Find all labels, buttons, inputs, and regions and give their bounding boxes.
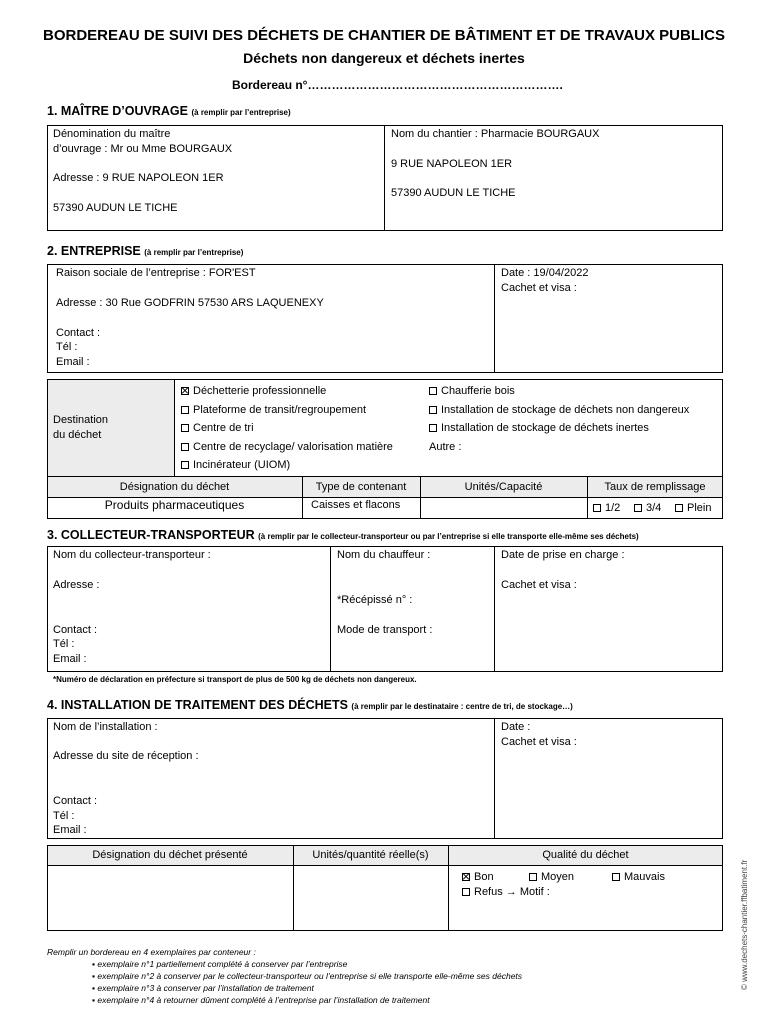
section2-heading [47,244,243,260]
transporter-divider-2 [494,546,495,672]
website-credit: © www.dechets-chantier.ffbatiment.fr [740,859,749,990]
checkbox-icon[interactable] [675,504,683,512]
checkbox-icon[interactable] [429,387,437,395]
company-contact-field[interactable]: Contact : [56,327,101,339]
col-contenant-header: Type de contenant [315,481,407,493]
col-unites-header: Unités/Capacité [464,481,543,493]
installation-name-field[interactable]: Nom de l’installation : [53,721,158,733]
quality-option-medium[interactable] [529,871,574,884]
section4-title: 4. INSTALLATION DE TRAITEMENT DES DÉCHETS [47,698,348,712]
site-name-field[interactable]: Nom du chantier : Pharmacie BOURGAUX [391,128,600,140]
waste-designation-field[interactable]: Produits pharmaceutiques [104,498,245,512]
footer-item-text: exemplaire n°2 à conserver par le collecteur-transporteur ou l’entreprise si elle transporte elle-même ses déchets [97,971,523,981]
site-address-field[interactable]: 9 RUE NAPOLEON 1ER [391,158,513,170]
dest-option-recyclage[interactable] [181,441,393,454]
col-designation-header: Désignation du déchet [119,481,230,493]
checked-box-icon[interactable] [462,873,470,881]
dest-option-label: Plateforme de transit/regroupement [193,404,367,416]
destination-label-divider [174,379,175,476]
quality-option-label: Bon [474,871,494,883]
owner-city-field[interactable]: 57390 AUDUN LE TICHE [53,202,178,214]
footer-item-2: ▪ exemplaire n°2 à conserver par le collecteur-transporteur ou l’entreprise si elle transporte elle-même ses déchets [92,971,523,981]
owner-address-field[interactable]: Adresse : 9 RUE NAPOLEON 1ER [53,172,224,184]
checkbox-icon[interactable] [181,424,189,432]
quality-option-label: Moyen [541,871,575,883]
checkbox-icon[interactable] [181,443,189,451]
fill-option-full[interactable] [675,502,711,515]
dest-option-plateforme[interactable] [181,404,366,417]
checkbox-icon[interactable] [181,406,189,414]
footer-item-3: ▪ exemplaire n°3 à conserver par l’installation de traitement [92,983,314,993]
document-subtitle: Déchets non dangereux et déchets inertes [243,50,525,66]
checkbox-icon[interactable] [462,888,470,896]
col-waste-presented-header: Désignation du déchet présenté [92,849,248,861]
destination-label-cell [48,380,174,476]
section4-heading [47,698,573,714]
company-date-field[interactable]: Date : 19/04/2022 [501,267,589,279]
installation-box [47,718,723,839]
quality-option-bad[interactable] [612,871,665,884]
transporter-contact-field[interactable]: Contact : [53,624,98,636]
reception-address-field[interactable]: Adresse du site de réception : [53,750,199,762]
installation-date-field[interactable]: Date : [501,721,531,733]
destination-label-line2: du déchet [53,429,102,441]
document-title: BORDEREAU DE SUIVI DES DÉCHETS DE CHANTIER DE BÂTIMENT ET DE TRAVAUX PUBLICS [43,27,725,44]
checkbox-icon[interactable] [181,461,189,469]
installation-contact-field[interactable]: Contact : [53,795,98,807]
section1-heading [47,104,291,120]
dest-option-autre[interactable]: Autre : [429,441,462,453]
company-email-field[interactable]: Email : [56,356,90,368]
company-tel-field[interactable]: Tél : [56,341,78,353]
company-stamp-field[interactable]: Cachet et visa : [501,282,577,294]
checkbox-icon[interactable] [429,406,437,414]
dest-option-label: Chaufferie bois [441,385,515,397]
footer-item-text: exemplaire n°4 à retourner dûment complété à l’entreprise par l’installation de traitement [97,995,430,1005]
pickup-date-field[interactable]: Date de prise en charge : [501,549,625,561]
dest-option-centre-tri[interactable] [181,422,254,435]
section3-title: 3. COLLECTEUR-TRANSPORTEUR [47,528,255,542]
quality-option-refused[interactable] [462,886,550,899]
col-taux-header: Taux de remplissage [604,481,706,493]
dest-option-decheterie[interactable] [181,385,326,398]
site-city-field[interactable]: 57390 AUDUN LE TICHE [391,187,516,199]
installation-stamp-field[interactable]: Cachet et visa : [501,736,577,748]
footer-item-1: ▪ exemplaire n°1 partiellement complété à conserver par l’entreprise [92,959,348,969]
dest-option-chaufferie[interactable] [429,385,515,398]
section2-title: 2. ENTREPRISE [47,244,141,258]
section1-divider [384,125,385,231]
dest-option-label: Centre de recyclage/ valorisation matière [193,441,393,453]
checkbox-icon[interactable] [634,504,642,512]
checkbox-icon[interactable] [429,424,437,432]
section4-note: (à remplir par le destinataire : centre de tri, de stockage…) [351,702,573,711]
footer-item-text: exemplaire n°1 partiellement complété à conserver par l’entreprise [97,959,348,969]
footer-item-text: exemplaire n°3 à conserver par l’installation de traitement [97,983,314,993]
transport-mode-field[interactable]: Mode de transport : [337,624,433,636]
fill-option-label: Plein [687,502,712,514]
company-address-field[interactable]: Adresse : 30 Rue GODFRIN 57530 ARS LAQUENEXY [56,297,324,309]
footer-item-4: ▪ exemplaire n°4 à retourner dûment complété à l’entreprise par l’installation de traitement [92,995,430,1005]
dest-option-label: Déchetterie professionnelle [193,385,327,397]
driver-name-field[interactable]: Nom du chauffeur : [337,549,431,561]
checked-box-icon[interactable] [181,387,189,395]
fill-option-label: 1/2 [605,502,621,514]
transporter-email-field[interactable]: Email : [53,653,87,665]
owner-name-field[interactable]: d’ouvrage : Mr ou Mme BOURGAUX [53,143,233,155]
installation-email-field[interactable]: Email : [53,824,87,836]
checkbox-icon[interactable] [593,504,601,512]
transporter-stamp-field[interactable]: Cachet et visa : [501,579,577,591]
transport-footnote: *Numéro de déclaration en préfecture si transport de plus de 500 kg de déchets non dangereux. [53,675,417,684]
section2-note: (à remplir par l’entreprise) [144,248,244,257]
quality-option-good[interactable] [462,871,494,884]
quality-option-label: Mauvais [624,871,665,883]
dest-option-label: Incinérateur (UIOM) [193,459,291,471]
transporter-address-field[interactable]: Adresse : [53,579,100,591]
company-box [47,264,723,373]
col-quality-header: Qualité du déchet [542,849,629,861]
dest-option-isdi[interactable] [429,422,649,435]
quality-header-line [47,865,723,866]
col-real-quantity-header: Unités/quantité réelle(s) [312,849,429,861]
waste-container-field[interactable]: Caisses et flacons [311,499,401,511]
quality-option-label: Refus → Motif : [474,886,550,898]
footer-intro: Remplir un bordereau en 4 exemplaires par conteneur : [47,947,256,957]
company-name-field[interactable]: Raison sociale de l’entreprise : FOR'EST [56,267,256,279]
dest-option-label: Centre de tri [193,422,254,434]
fill-option-label: 3/4 [646,502,662,514]
installation-divider [494,718,495,839]
owner-name-label-line1: Dénomination du maître [53,128,171,140]
transporter-tel-field[interactable]: Tél : [53,638,75,650]
dest-option-label: Installation de stockage de déchets non dangereux [441,404,690,416]
installation-tel-field[interactable]: Tél : [53,810,75,822]
transporter-divider-1 [330,546,331,672]
dest-option-label: Installation de stockage de déchets inertes [441,422,649,434]
checkbox-icon[interactable] [612,873,620,881]
section3-note: (à remplir par le collecteur-transporteur ou par l’entreprise si elle transporte elle-même ses déchets) [258,532,639,541]
bordereau-number-field[interactable]: Bordereau n°………………………………………………………. [232,78,563,92]
destination-label-line1: Destination [53,414,109,426]
checkbox-icon[interactable] [529,873,537,881]
section1-note: (à remplir par l’entreprise) [191,108,291,117]
fill-option-three-quarter[interactable] [634,502,661,515]
dest-option-incinerateur[interactable] [181,459,290,472]
receipt-number-field[interactable]: *Récépissé n° : [337,594,413,606]
transporter-name-field[interactable]: Nom du collecteur-transporteur : [53,549,211,561]
dest-option-isdnd[interactable] [429,404,689,417]
fill-option-half[interactable] [593,502,620,515]
transporter-box [47,546,723,672]
company-divider [494,264,495,373]
section1-title: 1. MAÎTRE D’OUVRAGE [47,104,188,118]
section3-heading [47,528,639,544]
